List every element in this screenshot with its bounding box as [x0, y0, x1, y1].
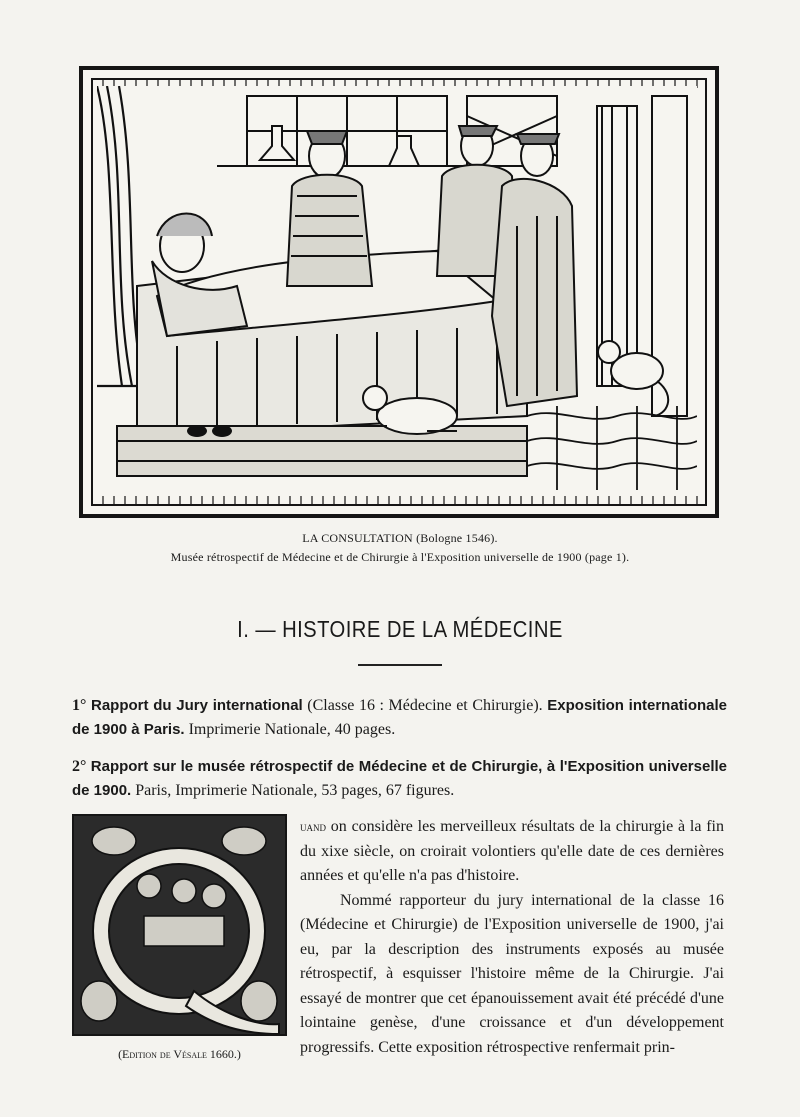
body-paragraph-2: Nommé rapporteur du jury international de la classe 16 (Médecine et Chirurgie) de l'Exposition universelle de 1900, j'ai eu, par la description des instruments exposés au musée rétrospectif, à esquisser l'histoire même de la Chirurgie. J'ai essayé de montrer que cet épanouissement avait été précédé d'une lointaine genèse, d'une croissance et d'un développement progressifs. Cette exposition rétrospective renfermait prin- [300, 891, 724, 1056]
reference-detail: Imprimerie Nationale, 40 pages. [184, 721, 396, 738]
reference-detail: Paris, Imprimerie Nationale, 53 pages, 67 figures. [131, 782, 455, 799]
reference-title: Exposition internationale de 1900 à Paris. [72, 697, 728, 738]
initial-caption: (Edition de Vésale 1660.) [118, 1047, 241, 1061]
body-paragraph-1 [300, 815, 724, 889]
decorated-initial-q [72, 814, 287, 1036]
paragraph-text: on considère les merveilleux résultats de la chirurgie à la fin du xixe siècle, on croirait volontiers qu'elle date de ces dernières années et qu'elle n'a pas d'histoire. [300, 818, 724, 884]
initial-q-image [74, 816, 285, 1034]
section-heading: I. — HISTOIRE DE LA MÉDECINE [237, 616, 563, 642]
reference-title: Rapport sur le musée rétrospectif de Médecine et de Chirurgie, à l'Exposition universelle de 1900. [72, 758, 728, 799]
figure-caption-source: Musée rétrospectif de Médecine et de Chirurgie à l'Exposition universelle de 1900 (page 1). [170, 550, 630, 564]
lead-in: uand [300, 819, 326, 834]
reference-title: Rapport du Jury international [90, 697, 303, 714]
woodcut-illustration [79, 66, 719, 518]
body-text [300, 815, 724, 1060]
reference-detail: (Classe 16 : Médecine et Chirurgie). [302, 697, 548, 714]
caption-title: LA CONSULTATION [302, 531, 413, 545]
reference-number: 1° [72, 697, 87, 714]
caption-place: (Bologne 1546). [416, 531, 498, 545]
heading-divider [358, 664, 442, 666]
reference-item-1 [72, 694, 727, 742]
reference-number: 2° [72, 758, 87, 775]
consultation-scene-image [97, 86, 697, 490]
figure-caption-title [0, 531, 800, 546]
reference-item-2 [72, 755, 727, 803]
